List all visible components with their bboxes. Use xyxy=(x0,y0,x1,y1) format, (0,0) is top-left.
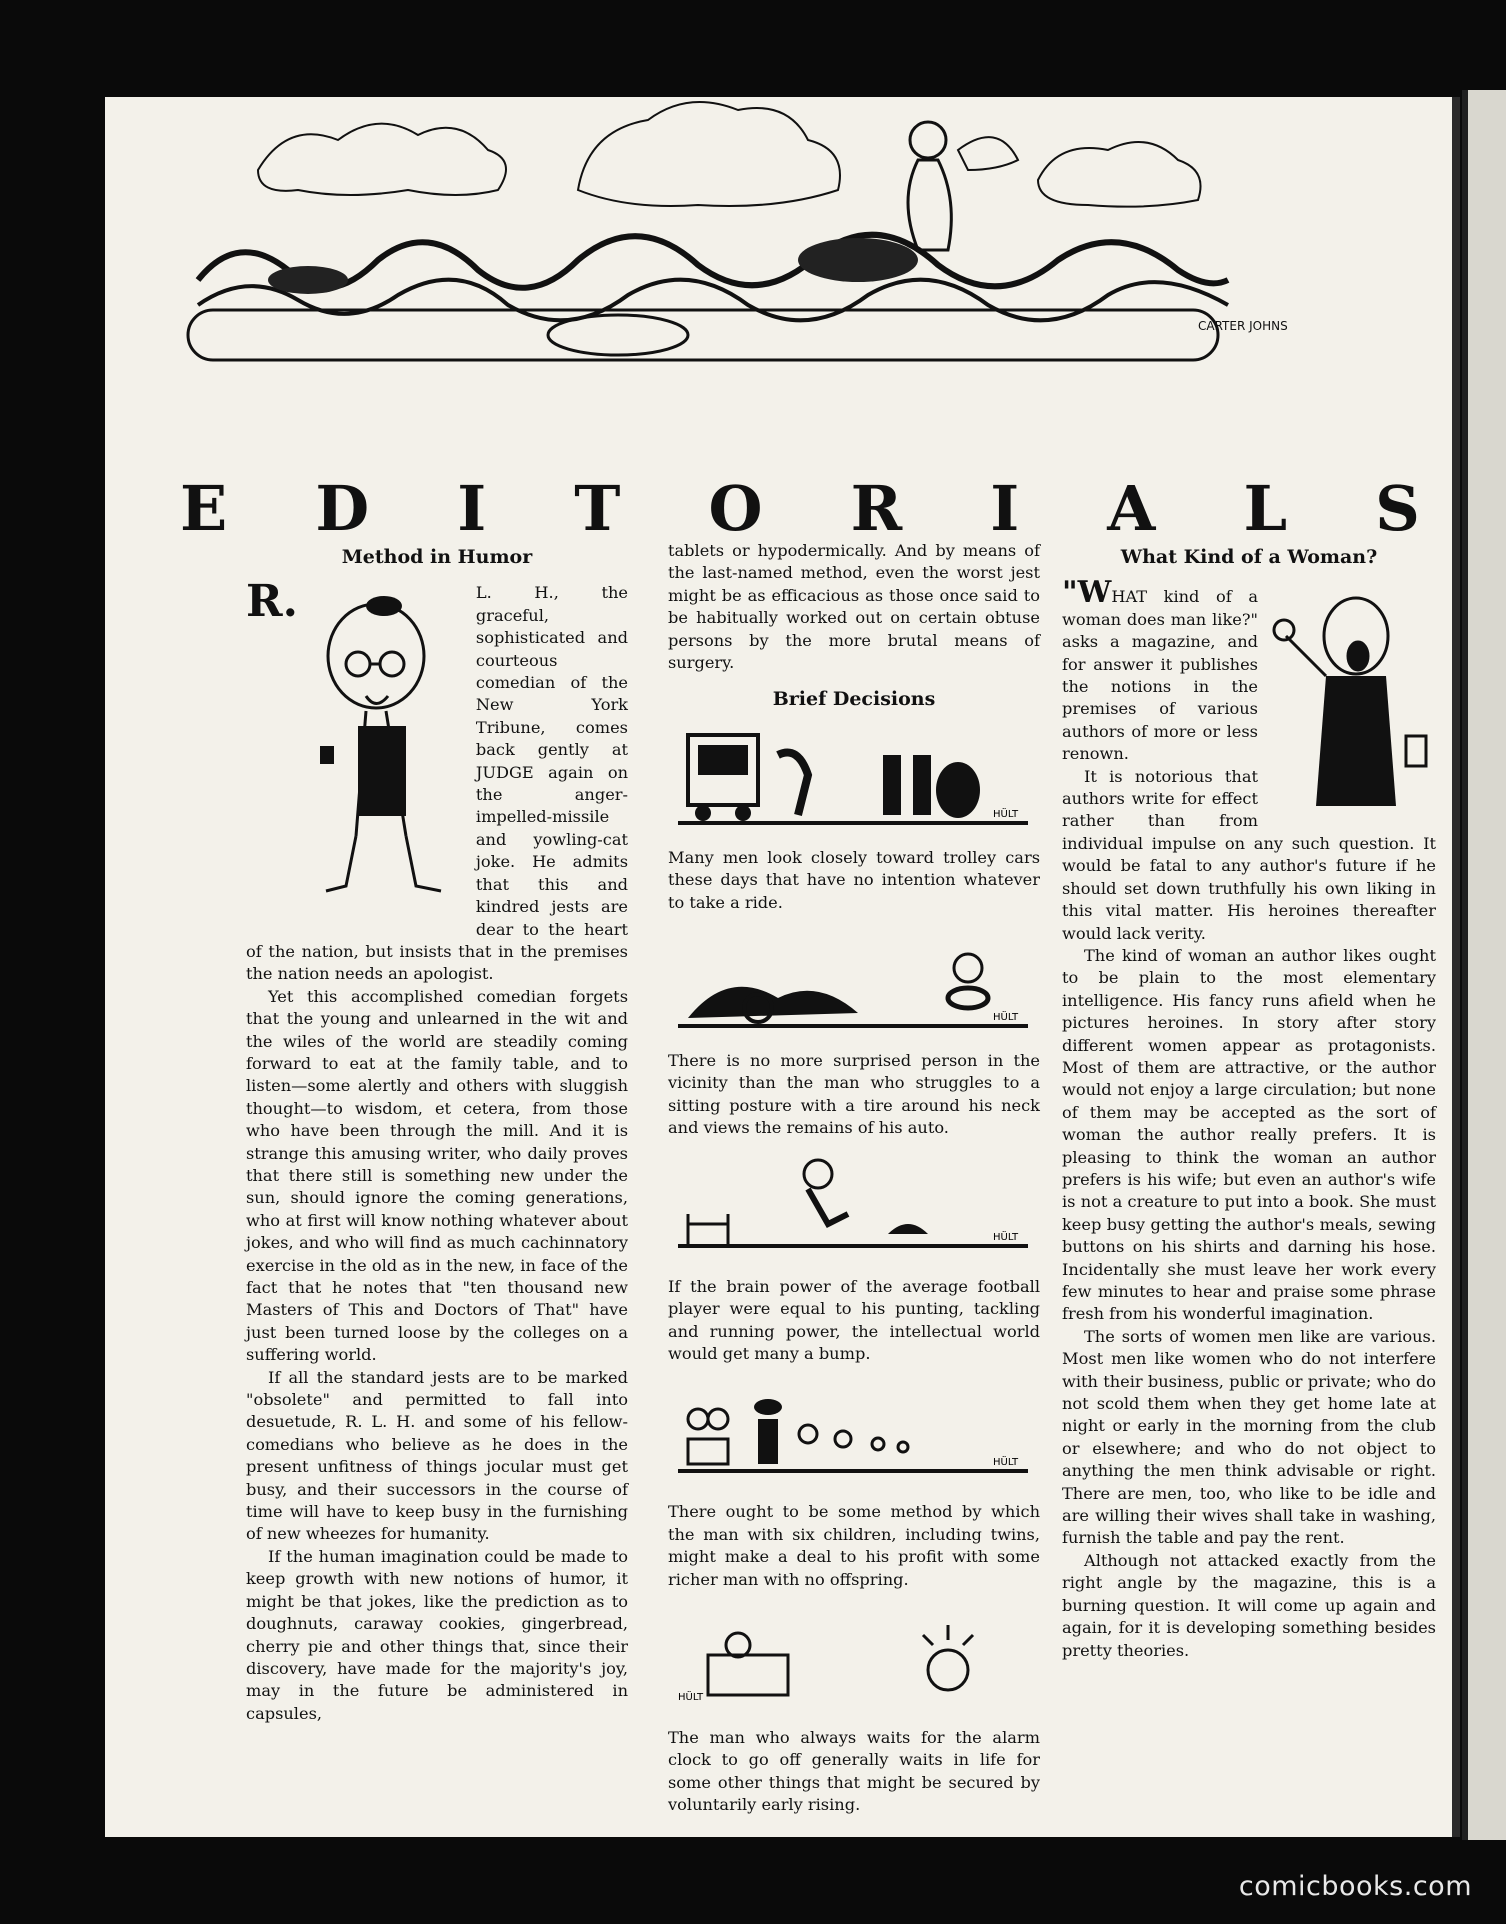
paragraph: Although not attacked exactly from the right angle by the magazine, this is a burning question. It will come up again and again, for it is developing something besides pretty theories. xyxy=(1062,1550,1436,1660)
masthead-letter: E xyxy=(180,472,228,545)
cartoon-caption: Many men look closely toward trolley cars these days that have no intention whatever to take a ride. xyxy=(668,847,1040,912)
comedian-caricature-illustration xyxy=(306,586,466,916)
cartoon-caption: There is no more surprised person in the vicinity than the man who struggles to a sitting posture with a tire around his neck and views the remains of his auto. xyxy=(668,1051,1040,1138)
cartoon-signature: HÜLT xyxy=(993,1457,1019,1469)
masthead-letter: D xyxy=(315,472,370,545)
masthead-letter: S xyxy=(1375,472,1420,545)
cartoon-caption: The man who always waits for the alarm clock to go off generally waits in life for some other things that might be secured by voluntarily early rising. xyxy=(668,1727,1040,1815)
paragraph: The sorts of women men like are various. Most men like women who do not interfere with their business, public or private; who do not scold them when they get home late at night or early in the morning from the club or elsewhere; and who do not object to anything the men think advisable or right. There are men, too, who like to be idle and are willing their wives shall take in washing, furnish the table and pay the rent. xyxy=(1062,1326,1436,1548)
paragraph-continuation: tablets or hypodermically. And by means of the last-named method, even the worst jest might be as efficacious as those once said to be habitually worked out on certain obtuse persons by the more brutal means of surgery. xyxy=(668,541,1040,673)
paragraph: If the human imagination could be made to keep growth with new notions of humor, it might be that jokes, like the prediction as to doughnuts, caraway cookies, gingerbread, cherry pie and other things that, since their discovery, have made for the majority's joy, may in the future be administered in capsules, xyxy=(246,1546,628,1723)
banner-signature: CARTER JOHNS xyxy=(1198,319,1288,333)
cartoon-signature: HÜLT xyxy=(678,1691,704,1703)
site-watermark: comicbooks.com xyxy=(1238,1871,1472,1902)
drop-cap: R. xyxy=(246,576,298,628)
column-brief-decisions xyxy=(668,540,1040,1817)
cartoon-caption: There ought to be some method by which the man with six children, including twins, might make a deal to his profit with some richer man with no offspring. xyxy=(668,1502,1040,1589)
masthead-letter: I xyxy=(457,472,487,545)
column-method-in-humor xyxy=(246,540,628,1725)
masthead-letter: T xyxy=(574,472,621,545)
shouting-author-illustration xyxy=(1266,586,1436,826)
adjacent-page-edge xyxy=(1462,90,1506,1840)
mermaid-cupid-banner-illustration xyxy=(158,80,1288,450)
masthead-letter: A xyxy=(1107,472,1156,545)
football-player-cartoon xyxy=(668,1154,1040,1264)
family-parade-cartoon xyxy=(668,1379,1040,1489)
trolley-cartoon xyxy=(668,725,1040,835)
article-heading: What Kind of a Woman? xyxy=(1120,546,1378,568)
masthead-letter: O xyxy=(708,472,763,545)
masthead-letter: R xyxy=(850,472,903,545)
cartoon-signature: HÜLT xyxy=(993,1231,1019,1243)
paragraph: If all the standard jests are to be marked "obsolete" and permitted to fall into desuetude, R. L. H. and some of his fellow-comedians who believe as he does in the present unfitness of things jocular must get busy, and their successors in the course of time will have to keep busy in the furnishing of new wheezes for humanity. xyxy=(246,1367,628,1544)
cartoon-signature: HÜLT xyxy=(993,808,1019,820)
paragraph: "WHAT kind of a woman does man like?" asks a magazine, and for answer it publishes the notions in the premises of various authors of more or less renown. xyxy=(1062,575,1258,764)
editorials-masthead xyxy=(180,472,1420,545)
cartoon-caption: If the brain power of the average football player were equal to his punting, tackling and running power, the intellectual world would get many a bump. xyxy=(668,1276,1040,1363)
drop-cap: "W xyxy=(1062,575,1112,611)
waves xyxy=(198,235,1228,288)
paragraph: Yet this accomplished comedian forgets that the young and unlearned in the wit and the wiles of the world are steadily coming forward to eat at the family table, and to listen—some alertly and others with sluggish thought—to wisdom, et cetera, from those who have been through the mill. And it is strange this amusing writer, who daily proves that there still is something new under the sun, should ignore the coming generations, who at first will know nothing whatever about jokes, and who will find as much cachinnatory exercise in the old as in the new, in face of the fact that he notes that "ten thousand new Masters of This and Doctors of That" have just been turned loose by the colleges on a suffering world. xyxy=(246,986,628,1365)
wrecked-auto-cartoon xyxy=(668,928,1040,1038)
article-heading: Method in Humor xyxy=(341,546,533,568)
paragraph: L. H., the graceful, sophisticated and courteous comedian of the New York Tribune, comes back gently at JUDGE again on the anger-impelled-missile and yowling-cat joke. He admits that this and kindred jests are dear to the heart of the nation, but insists that in the premises the nation needs an apologist. xyxy=(246,583,628,984)
masthead-letter: I xyxy=(990,472,1020,545)
masthead-letter: L xyxy=(1243,472,1288,545)
cartoon-signature: HÜLT xyxy=(993,1012,1019,1024)
article-heading: Brief Decisions xyxy=(772,688,936,711)
alarm-clock-cartoon xyxy=(668,1605,1040,1715)
column-what-kind-of-woman xyxy=(1062,540,1436,1662)
paragraph: The kind of woman an author likes ought to be plain to the most elementary intelligence. His fancy runs afield when he pictures heroines. In story after story different women appear as protagonists. Most of them are attractive, or the author would not enjoy a large circulation; but none of them may be accepted as the sort of woman the author really prefers. It is pleasing to think the woman an author prefers is his wife; but even an author's wife is not a creature to put into a book. She must keep busy getting the author's meals, sewing buttons on his shirts and darning his hose. Incidentally she must leave her work every few minutes to hear and praise some phrase fresh from his wonderful imagination. xyxy=(1062,945,1436,1324)
paragraph: It is notorious that authors write for effect rather than from individual impulse on any such question. It would be fatal to any author's future if he should set down truthfully his own liking in this vital matter. His heroines thereafter would lack verity. xyxy=(1062,766,1436,943)
page-binding-shadow xyxy=(1452,97,1460,1837)
